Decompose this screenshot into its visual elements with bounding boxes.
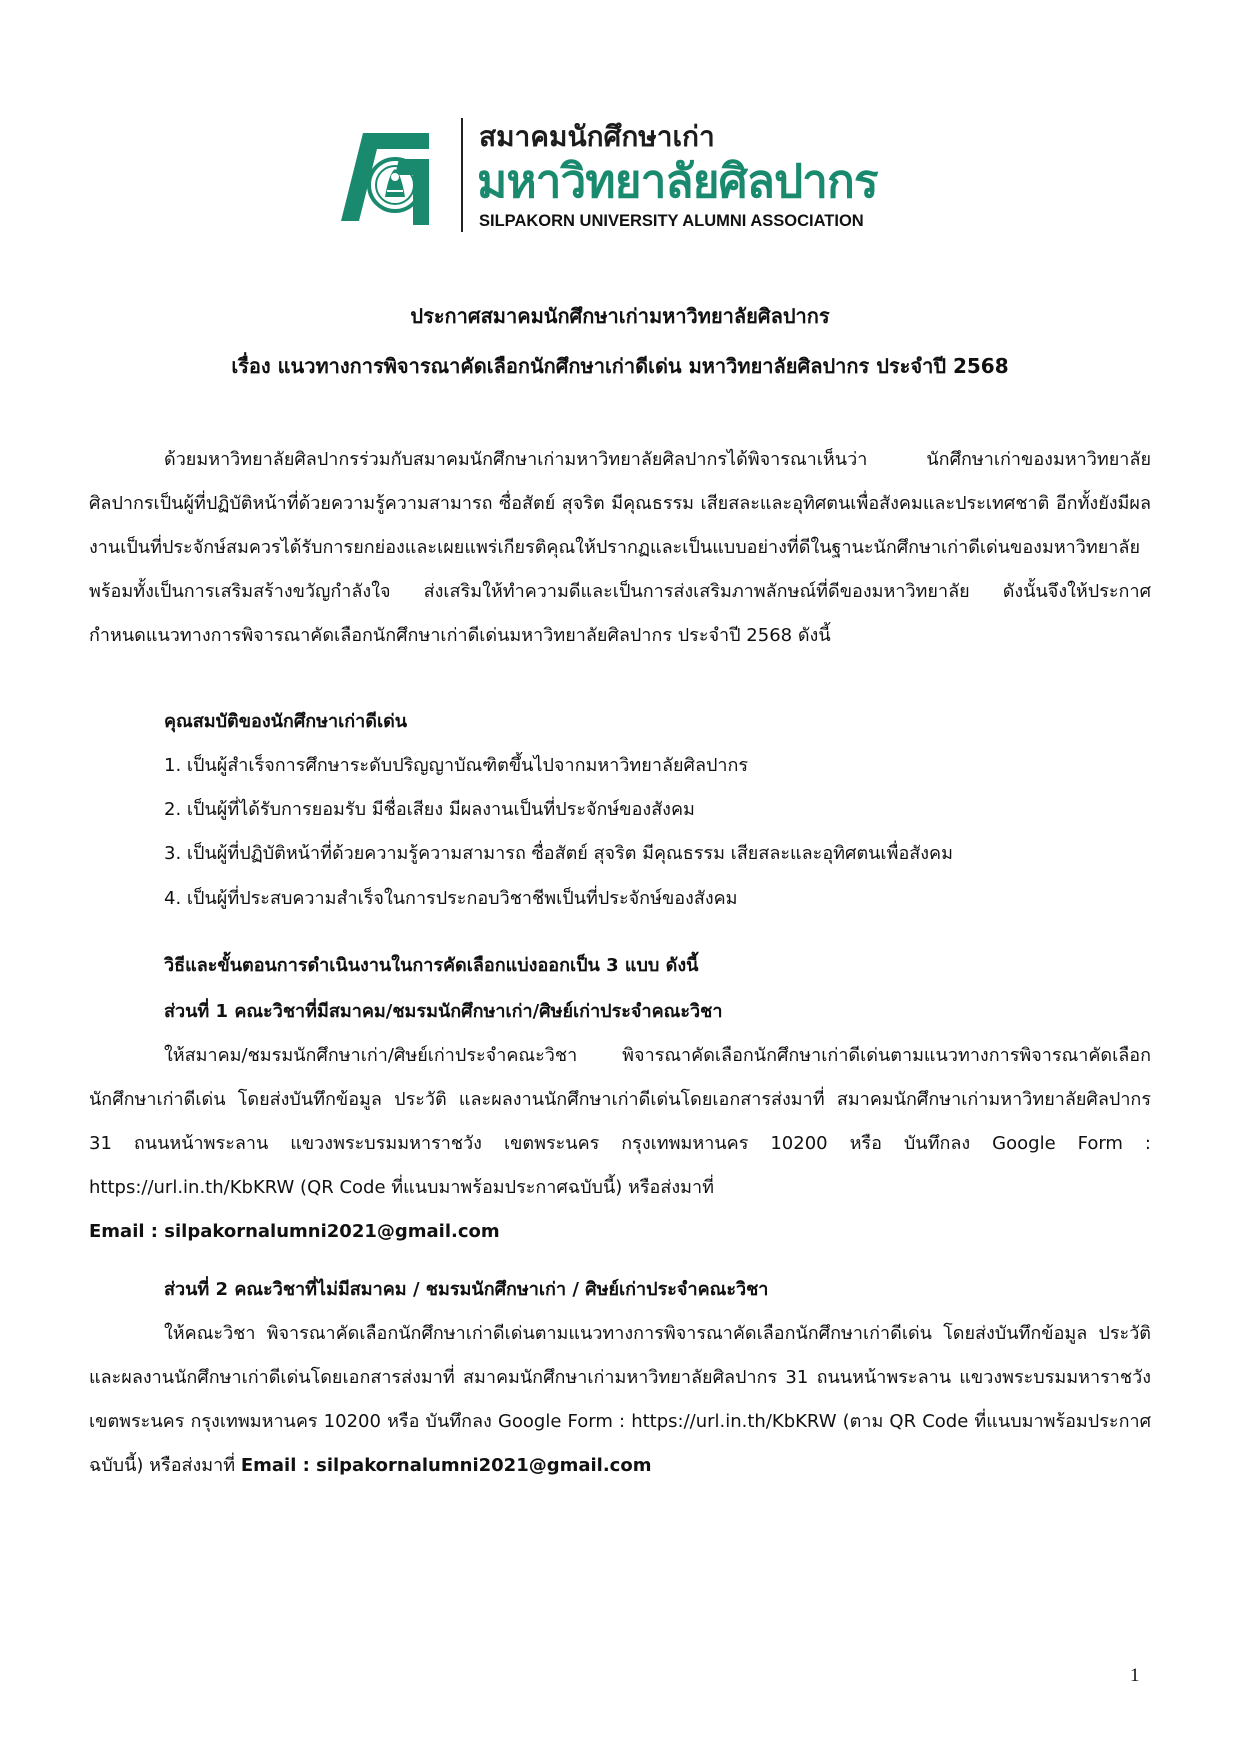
qualification-item: 4. เป็นผู้ที่ประสบความสำเร็จในการประกอบวิชาชีพเป็นที่ประจักษ์ของสังคม [164,888,738,909]
qualifications-heading: คุณสมบัติของนักศึกษาเก่าดีเด่น [164,711,408,732]
association-emblem-icon [333,125,443,233]
association-logo [333,118,913,238]
announcement-subject: เรื่อง แนวทางการพิจารณาคัดเลือกนักศึกษาเก่าดีเด่น มหาวิทยาลัยศิลปากร ประจำปี 2568 [231,354,1009,378]
intro-paragraph: ด้วยมหาวิทยาลัยศิลปากรร่วมกับสมาคมนักศึกษาเก่ามหาวิทยาลัยศิลปากรได้พิจารณาเห็นว่า นักศึกษาเก่าของมหาวิทยาลัยศิลปากรเป็นผู้ที่ปฏิบัติหน้าที่ด้วยความรู้ความสามารถ ซื่อสัตย์ สุจริต มีคุณธรรม เสียสละและอุทิศตนเพื่อสังคมและประเทศชาติ อีกทั้งยังมีผลงานเป็นที่ประจักษ์สมควรได้รับการยกย่องและเผยแพร่เกียรติคุณให้ปรากฏและเป็นแบบอย่างที่ดีในฐานะนักศึกษาเก่าดีเด่นของมหาวิทยาลัย พร้อมทั้งเป็นการเสริมสร้างขวัญกำลังใจ ส่งเสริมให้ทำความดีและเป็นการส่งเสริมภาพลักษณ์ที่ดีของมหาวิทยาลัย ดังนั้นจึงให้ประกาศกำหนดแนวทางการพิจารณาคัดเลือกนักศึกษาเก่าดีเด่นมหาวิทยาลัยศิลปากร ประจำปี 2568 ดังนี้ [89,449,1151,646]
methods-heading: วิธีและขั้นตอนการดำเนินงานในการคัดเลือกแบ่งออกเป็น 3 แบบ ดังนี้ [164,955,699,976]
part1-heading: ส่วนที่ 1 คณะวิชาที่มีสมาคม/ชมรมนักศึกษาเก่า/ศิษย์เก่าประจำคณะวิชา [164,1001,723,1022]
part2-body: ให้คณะวิชา พิจารณาคัดเลือกนักศึกษาเก่าดีเด่นตามแนวทางการพิจารณาคัดเลือกนักศึกษาเก่าดีเด่น โดยส่งบันทึกข้อมูล ประวัติ และผลงานนักศึกษาเก่าดีเด่นโดยเอกสารส่งมาที่ สมาคมนักศึกษาเก่ามหาวิทยาลัยศิลปากร 31 ถนนหน้าพระลาน แขวงพระบรมมหาราชวัง เขตพระนคร กรุงเทพมหานคร 10200 หรือ บันทึกลง Google Form : https://url.in.th/KbKRW (ตาม QR Code ที่แนบมาพร้อมประกาศฉบับนี้) หรือส่งมาที่ [89,1323,1151,1476]
part1-email: Email : silpakornalumni2021@gmail.com [89,1221,500,1242]
qualification-item: 3. เป็นผู้ที่ปฏิบัติหน้าที่ด้วยความรู้ความสามารถ ซื่อสัตย์ สุจริต มีคุณธรรม เสียสละและอุทิศตนเพื่อสังคม [164,843,953,864]
part2-paragraph [89,1312,1151,1488]
page-number: 1 [1130,1665,1140,1686]
qualification-item: 2. เป็นผู้ที่ได้รับการยอมรับ มีชื่อเสียง มีผลงานเป็นที่ประจักษ์ของสังคม [164,799,695,820]
logo-thai-association: สมาคมนักศึกษาเก่า [479,120,715,153]
qualification-item: 1. เป็นผู้สำเร็จการศึกษาระดับปริญญาบัณฑิตขึ้นไปจากมหาวิทยาลัยศิลปากร [164,755,749,776]
part2-heading: ส่วนที่ 2 คณะวิชาที่ไม่มีสมาคม / ชมรมนักศึกษาเก่า / ศิษย์เก่าประจำคณะวิชา [164,1279,769,1300]
part1-paragraph: ให้สมาคม/ชมรมนักศึกษาเก่า/ศิษย์เก่าประจำคณะวิชา พิจารณาคัดเลือกนักศึกษาเก่าดีเด่นตามแนวทางการพิจารณาคัดเลือกนักศึกษาเก่าดีเด่น โดยส่งบันทึกข้อมูล ประวัติ และผลงานนักศึกษาเก่าดีเด่นโดยเอกสารส่งมาที่ สมาคมนักศึกษาเก่ามหาวิทยาลัยศิลปากร 31 ถนนหน้าพระลาน แขวงพระบรมมหาราชวัง เขตพระนคร กรุงเทพมหานคร 10200 หรือ บันทึกลง Google Form : https://url.in.th/KbKRW (QR Code ที่แนบมาพร้อมประกาศฉบับนี้) หรือส่งมาที่ [89,1045,1151,1198]
announcement-title: ประกาศสมาคมนักศึกษาเก่ามหาวิทยาลัยศิลปากร [410,304,830,328]
logo-english-name: SILPAKORN UNIVERSITY ALUMNI ASSOCIATION [479,212,864,230]
logo-thai-university: มหาวิทยาลัยศิลปากร [477,154,878,208]
logo-divider [461,118,463,232]
part2-email: Email : silpakornalumni2021@gmail.com [240,1455,652,1476]
